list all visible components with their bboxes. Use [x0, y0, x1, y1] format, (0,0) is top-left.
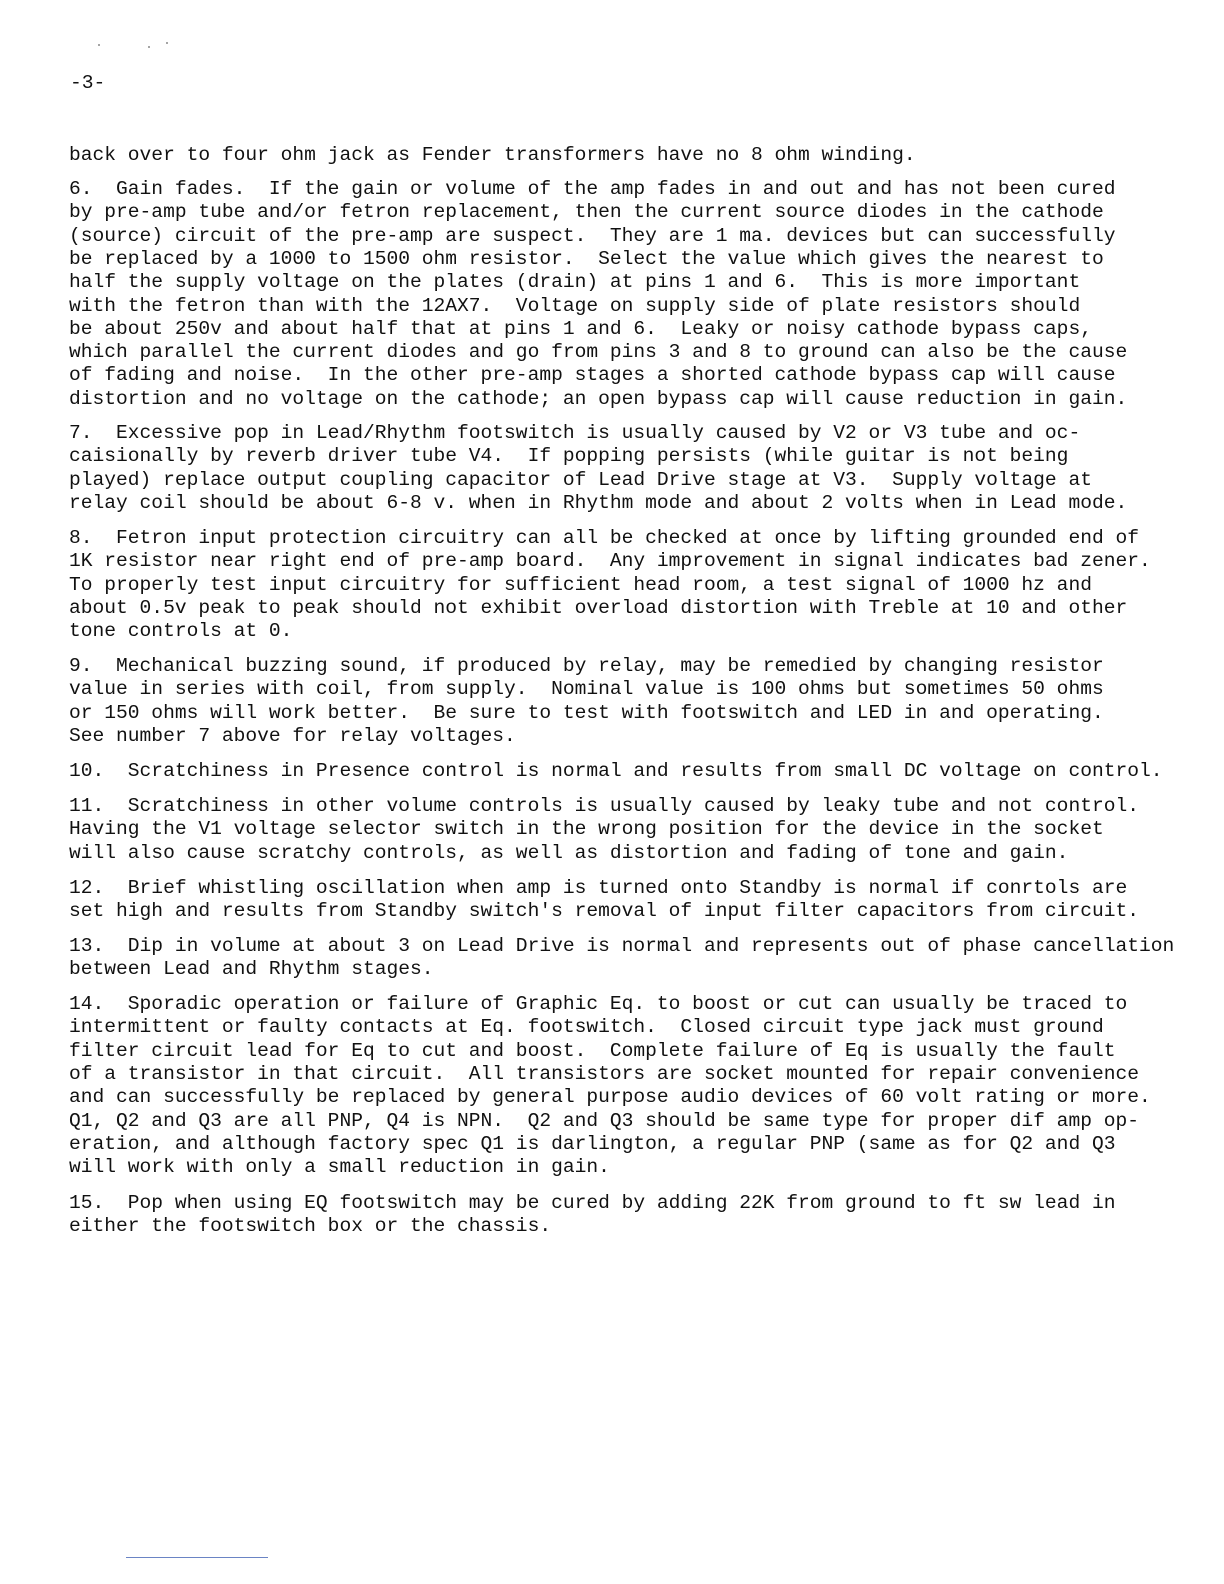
scan-speck: [148, 46, 150, 48]
text-line: 1K resistor near right end of pre-amp board. Any improvement in signal indicates bad zener.: [69, 550, 1151, 573]
text-line: back over to four ohm jack as Fender transformers have no 8 ohm winding.: [69, 144, 916, 166]
text-line: 10. Scratchiness in Presence control is normal and results from small DC voltage on control.: [69, 760, 1163, 782]
text-line: by pre-amp tube and/or fetron replacement, then the current source diodes in the cathode: [69, 201, 1104, 224]
text-line: tone controls at 0.: [69, 620, 293, 643]
text-line: distortion and no voltage on the cathode; an open bypass cap will cause reduction in gain.: [69, 387, 1128, 410]
page-number: -3-: [70, 72, 106, 94]
text-line: will work with only a small reduction in gain.: [69, 1156, 610, 1179]
text-line: about 0.5v peak to peak should not exhibit overload distortion with Treble at 10 and other: [69, 596, 1128, 619]
text-line: filter circuit lead for Eq to cut and boost. Complete failure of Eq is usually the fault: [69, 1039, 1116, 1062]
text-line: intermittent or faulty contacts at Eq. footswitch. Closed circuit type jack must ground: [69, 1016, 1104, 1039]
text-line: be replaced by a 1000 to 1500 ohm resistor. Select the value which gives the nearest to: [69, 247, 1104, 270]
footer-rule: [126, 1557, 268, 1558]
text-line: value in series with coil, from supply. Nominal value is 100 ohms but sometimes 50 ohms: [69, 678, 1104, 701]
text-line: and can successfully be replaced by general purpose audio devices of 60 volt rating or more.: [69, 1086, 1151, 1109]
text-line: be about 250v and about half that at pins 1 and 6. Leaky or noisy cathode bypass caps,: [69, 317, 1092, 340]
text-line: 14. Sporadic operation or failure of Graphic Eq. to boost or cut can usually be traced to: [69, 993, 1128, 1015]
scan-speck: [166, 42, 168, 44]
text-line: (source) circuit of the pre-amp are suspect. They are 1 ma. devices but can successfully: [69, 224, 1116, 247]
text-line: of a transistor in that circuit. All transistors are socket mounted for repair convenience: [69, 1062, 1139, 1085]
text-line: or 150 ohms will work better. Be sure to test with footswitch and LED in and operating.: [69, 701, 1104, 724]
text-line: with the fetron than with the 12AX7. Voltage on supply side of plate resistors should: [69, 294, 1081, 317]
text-line: played) replace output coupling capacitor of Lead Drive stage at V3. Supply voltage at: [69, 468, 1092, 491]
scan-speck: [98, 44, 100, 46]
text-line: Having the V1 voltage selector switch in the wrong position for the device in the socket: [69, 818, 1104, 841]
text-line: eration, and although factory spec Q1 is darlington, a regular PNP (same as for Q2 and Q3: [69, 1132, 1116, 1155]
text-line: Q1, Q2 and Q3 are all PNP, Q4 is NPN. Q2 and Q3 should be same type for proper dif amp op-: [69, 1109, 1139, 1132]
text-line: 7. Excessive pop in Lead/Rhythm footswitch is usually caused by V2 or V3 tube and oc-: [69, 422, 1081, 444]
text-line: 6. Gain fades. If the gain or volume of the amp fades in and out and has not been cured: [69, 178, 1116, 200]
text-line: set high and results from Standby switch's removal of input filter capacitors from circuit.: [69, 900, 1139, 923]
text-line: half the supply voltage on the plates (drain) at pins 1 and 6. This is more important: [69, 271, 1081, 294]
text-line: between Lead and Rhythm stages.: [69, 958, 434, 981]
text-line: 9. Mechanical buzzing sound, if produced by relay, may be remedied by changing resistor: [69, 655, 1104, 677]
text-line: relay coil should be about 6-8 v. when in Rhythm mode and about 2 volts when in Lead mode.: [69, 491, 1128, 514]
text-line: 12. Brief whistling oscillation when amp is turned onto Standby is normal if conrtols are: [69, 877, 1128, 899]
text-line: caisionally by reverb driver tube V4. If popping persists (while guitar is not being: [69, 445, 1069, 468]
text-line: of fading and noise. In the other pre-amp stages a shorted cathode bypass cap will cause: [69, 364, 1116, 387]
text-line: 15. Pop when using EQ footswitch may be cured by adding 22K from ground to ft sw lead in: [69, 1192, 1116, 1214]
text-line: which parallel the current diodes and go from pins 3 and 8 to ground can also be the cause: [69, 341, 1128, 364]
text-line: See number 7 above for relay voltages.: [69, 724, 516, 747]
text-line: 11. Scratchiness in other volume controls is usually caused by leaky tube and not control.: [69, 795, 1139, 817]
text-line: either the footswitch box or the chassis.: [69, 1215, 552, 1238]
text-line: To properly test input circuitry for sufficient head room, a test signal of 1000 hz and: [69, 573, 1092, 596]
text-line: 8. Fetron input protection circuitry can all be checked at once by lifting grounded end of: [69, 527, 1139, 549]
text-line: will also cause scratchy controls, as well as distortion and fading of tone and gain.: [69, 841, 1069, 864]
text-line: 13. Dip in volume at about 3 on Lead Drive is normal and represents out of phase cancellation: [69, 935, 1175, 957]
